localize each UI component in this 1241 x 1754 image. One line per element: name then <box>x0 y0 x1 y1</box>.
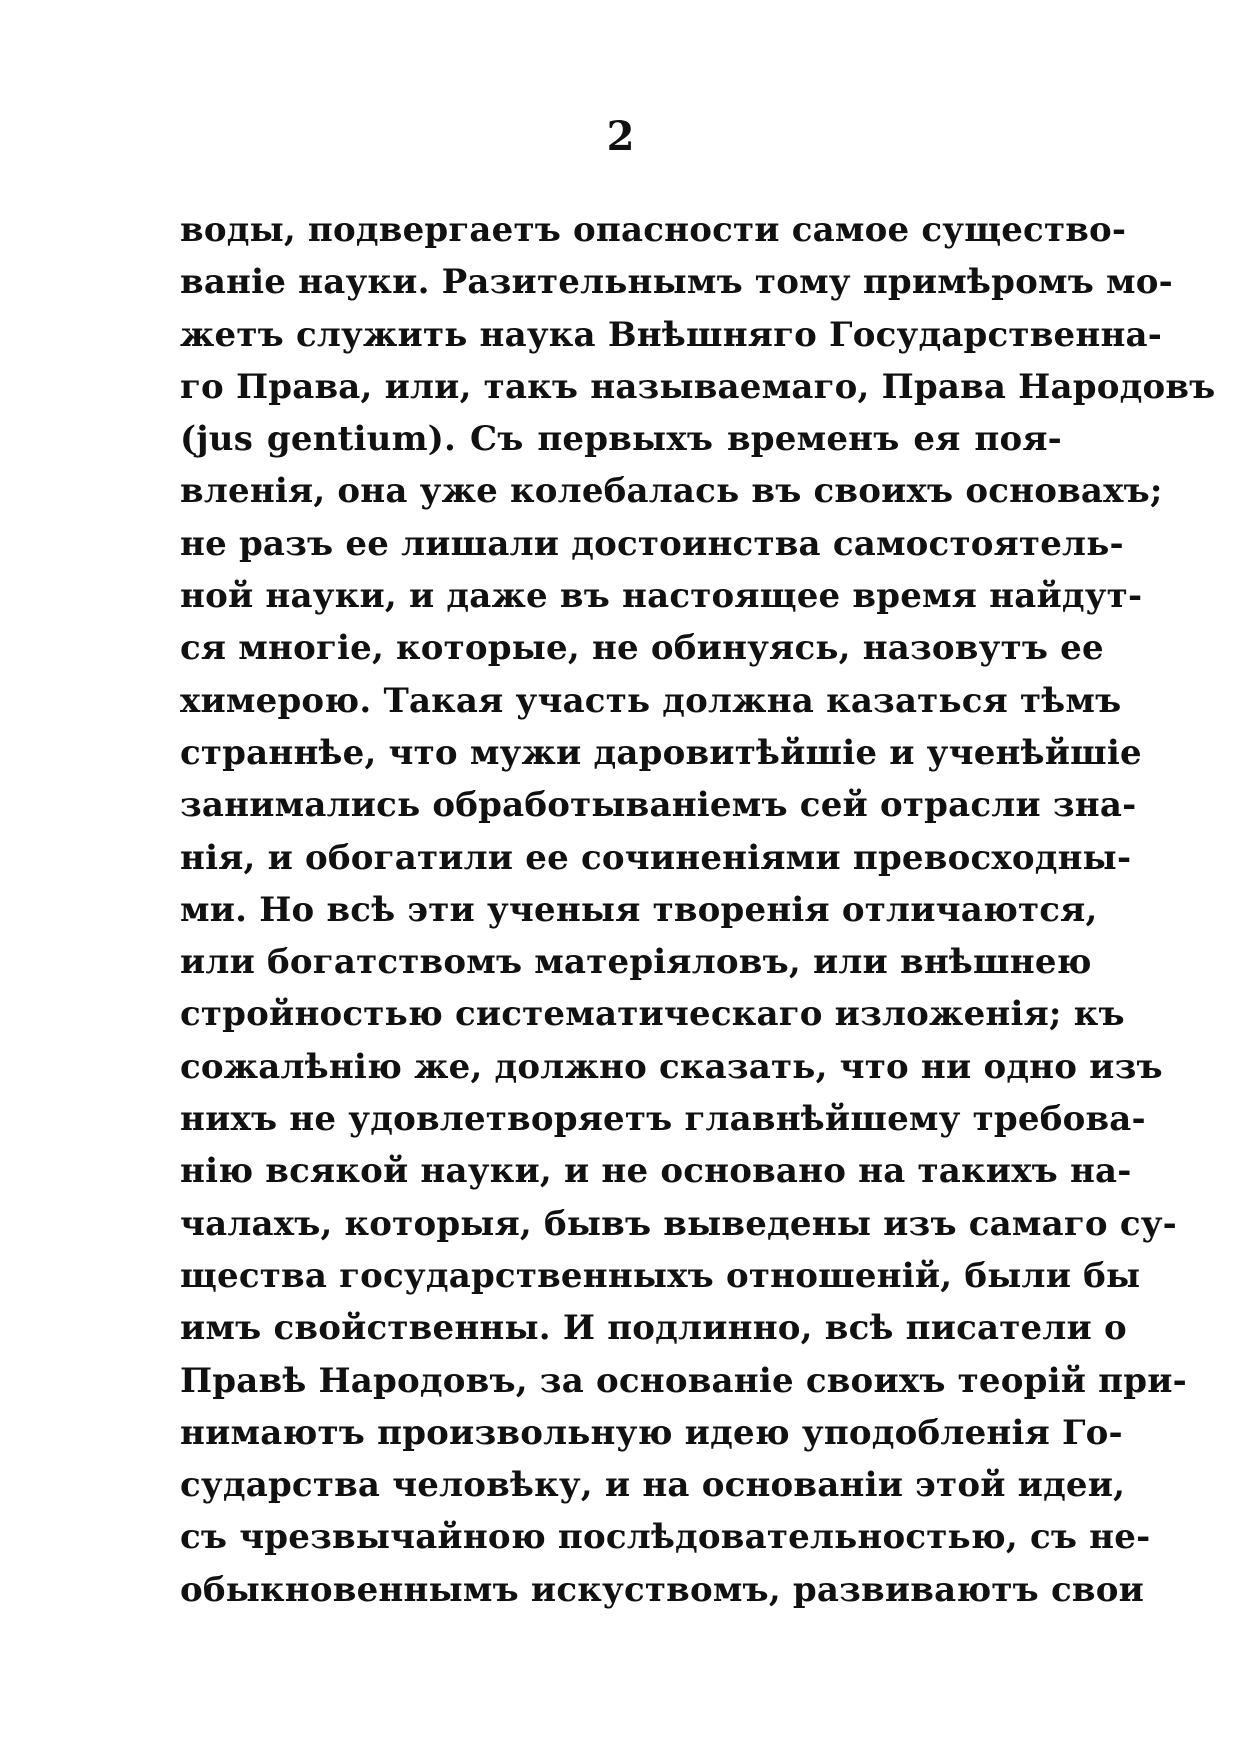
text-line: воды, подвергаетъ опасности самое существо- <box>180 210 1127 250</box>
text-line: страннѣе, что мужи даровитѣйшіе и ученѣйшіе <box>180 732 1142 773</box>
text-line: обыкновеннымъ искуствомъ, развиваютъ свои <box>180 1569 1144 1610</box>
text-line: го Права, или, такъ называемаго, Права Народовъ <box>180 366 1216 407</box>
text-line: нію всякой науки, и не основано на такихъ на- <box>180 1151 1132 1192</box>
page-number: 2 <box>606 113 635 160</box>
text-line: химерою. Такая участь должна казаться тѣмъ <box>180 680 1122 721</box>
text-line: Правѣ Народовъ, за основаніе своихъ теорій при- <box>180 1360 1187 1401</box>
text-line: занимались обработываніемъ сей отрасли зна- <box>180 785 1137 826</box>
text-line: чалахъ, которыя, бывъ выведены изъ самаго су- <box>180 1203 1177 1244</box>
text-line: ся многіе, которые, не обинуясь, назовутъ ее <box>180 628 1104 669</box>
text-line: (jus gentium). Съ первыхъ временъ ея поя- <box>180 419 1062 460</box>
text-line: нихъ не удовлетворяетъ главнѣйшему требова- <box>180 1099 1146 1140</box>
text-line: нимаютъ произвольную идею уподобленія Го- <box>180 1412 1123 1453</box>
text-line: или богатствомъ матеріяловъ, или внѣшнею <box>180 942 1092 983</box>
text-line: сожалѣнію же, должно сказать, что ни одно изъ <box>180 1046 1163 1087</box>
text-line: стройностью систематическаго изложенія; къ <box>180 994 1125 1035</box>
text-line: щества государственныхъ отношеній, были бы <box>180 1255 1141 1296</box>
text-line: имъ свойственны. И подлинно, всѣ писатели о <box>180 1308 1127 1349</box>
body-text <box>180 204 1216 1616</box>
text-line: ми. Но всѣ эти ученыя творенія отличаются, <box>180 889 1098 930</box>
text-line: съ чрезвычайною послѣдовательностью, съ не- <box>180 1517 1151 1558</box>
text-line: не разъ ее лишали достоинства самостоятель- <box>180 523 1124 564</box>
text-line: ваніе науки. Разительнымъ тому примѣромъ мо- <box>180 262 1173 303</box>
text-line: вленія, она уже колебалась въ своихъ основахъ; <box>180 471 1163 512</box>
text-line: жетъ служить наука Внѣшняго Государственна- <box>180 314 1163 355</box>
text-line: сударства человѣку, и на основаніи этой идеи, <box>180 1465 1126 1506</box>
text-line: нія, и обогатили ее сочиненіями превосходны- <box>180 837 1132 878</box>
text-line: ной науки, и даже въ настоящее время найдут- <box>180 576 1143 617</box>
